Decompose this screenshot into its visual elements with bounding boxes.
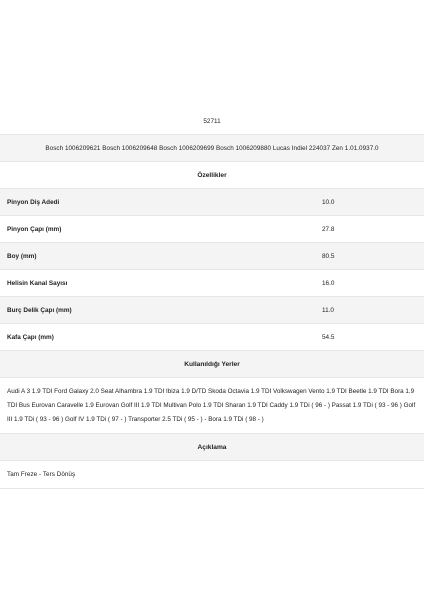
specs-header bbox=[0, 162, 424, 189]
spec-value: 11.0 bbox=[322, 306, 334, 314]
spec-value: 54.5 bbox=[322, 333, 335, 341]
product-code-row bbox=[0, 108, 424, 135]
spec-label: Boy (mm) bbox=[7, 252, 37, 260]
spec-row bbox=[0, 297, 424, 324]
product-spec-table bbox=[0, 108, 424, 489]
usage-title: Kullanıldığı Yerler bbox=[184, 360, 240, 368]
spec-value: 16.0 bbox=[322, 279, 335, 287]
description-title: Açıklama bbox=[197, 443, 227, 451]
cross-reference-list: Bosch 1006209621 Bosch 1006209648 Bosch 1006209699 Bosch 1006209880 Lucas Indiel 224037 Zen 1.01.0937.0 bbox=[45, 144, 379, 152]
spec-row bbox=[0, 270, 424, 297]
usage-header bbox=[0, 351, 424, 378]
spec-label: Helisin Kanal Sayısı bbox=[7, 279, 68, 287]
cross-reference-row bbox=[0, 135, 424, 162]
spec-label: Burç Delik Çapı (mm) bbox=[7, 306, 72, 314]
specs-title: Özellikler bbox=[197, 171, 227, 179]
spec-row bbox=[0, 189, 424, 216]
description-text: Tam Freze - Ters Dönüş bbox=[7, 471, 76, 478]
usage-row bbox=[0, 378, 424, 434]
product-code: 52711 bbox=[203, 117, 221, 125]
spec-value: 27.8 bbox=[322, 225, 335, 233]
spec-row bbox=[0, 216, 424, 243]
spec-label: Kafa Çapı (mm) bbox=[7, 333, 54, 341]
description-row bbox=[0, 461, 424, 489]
spec-row bbox=[0, 243, 424, 270]
description-header bbox=[0, 434, 424, 461]
spec-value: 10.0 bbox=[322, 198, 335, 206]
spec-row bbox=[0, 324, 424, 351]
spec-label: Pinyon Diş Adedi bbox=[7, 198, 60, 206]
spec-value: 80.5 bbox=[322, 252, 335, 260]
usage-text: Audi A 3 1.9 TDI Ford Galaxy 2.0 Seat Alhambra 1.9 TDI Ibiza 1.9 D/TD Skoda Octavia 1.9 TDI Volkswagen Vento 1.9 TDI Beetle 1.9 TDI Bora 1.9 TDI Bus Eurovan Caravelle 1.9 Eurovan Golf III 1.9 TDI Multivan Polo 1.9 TDI Sharan 1.9 TDI Caddy 1.9 TDi ( 96 - ) Passat 1.9 TDi ( 93 - 96 ) Golf III 1.9 TDi ( 93 - 96 ) Golf IV 1.9 TDi ( 97 - ) Transporter 2.5 TDi ( 95 - ) - Bora 1.9 TDi ( 98 - ) bbox=[7, 387, 416, 423]
spec-label: Pinyon Çapı (mm) bbox=[7, 225, 62, 233]
